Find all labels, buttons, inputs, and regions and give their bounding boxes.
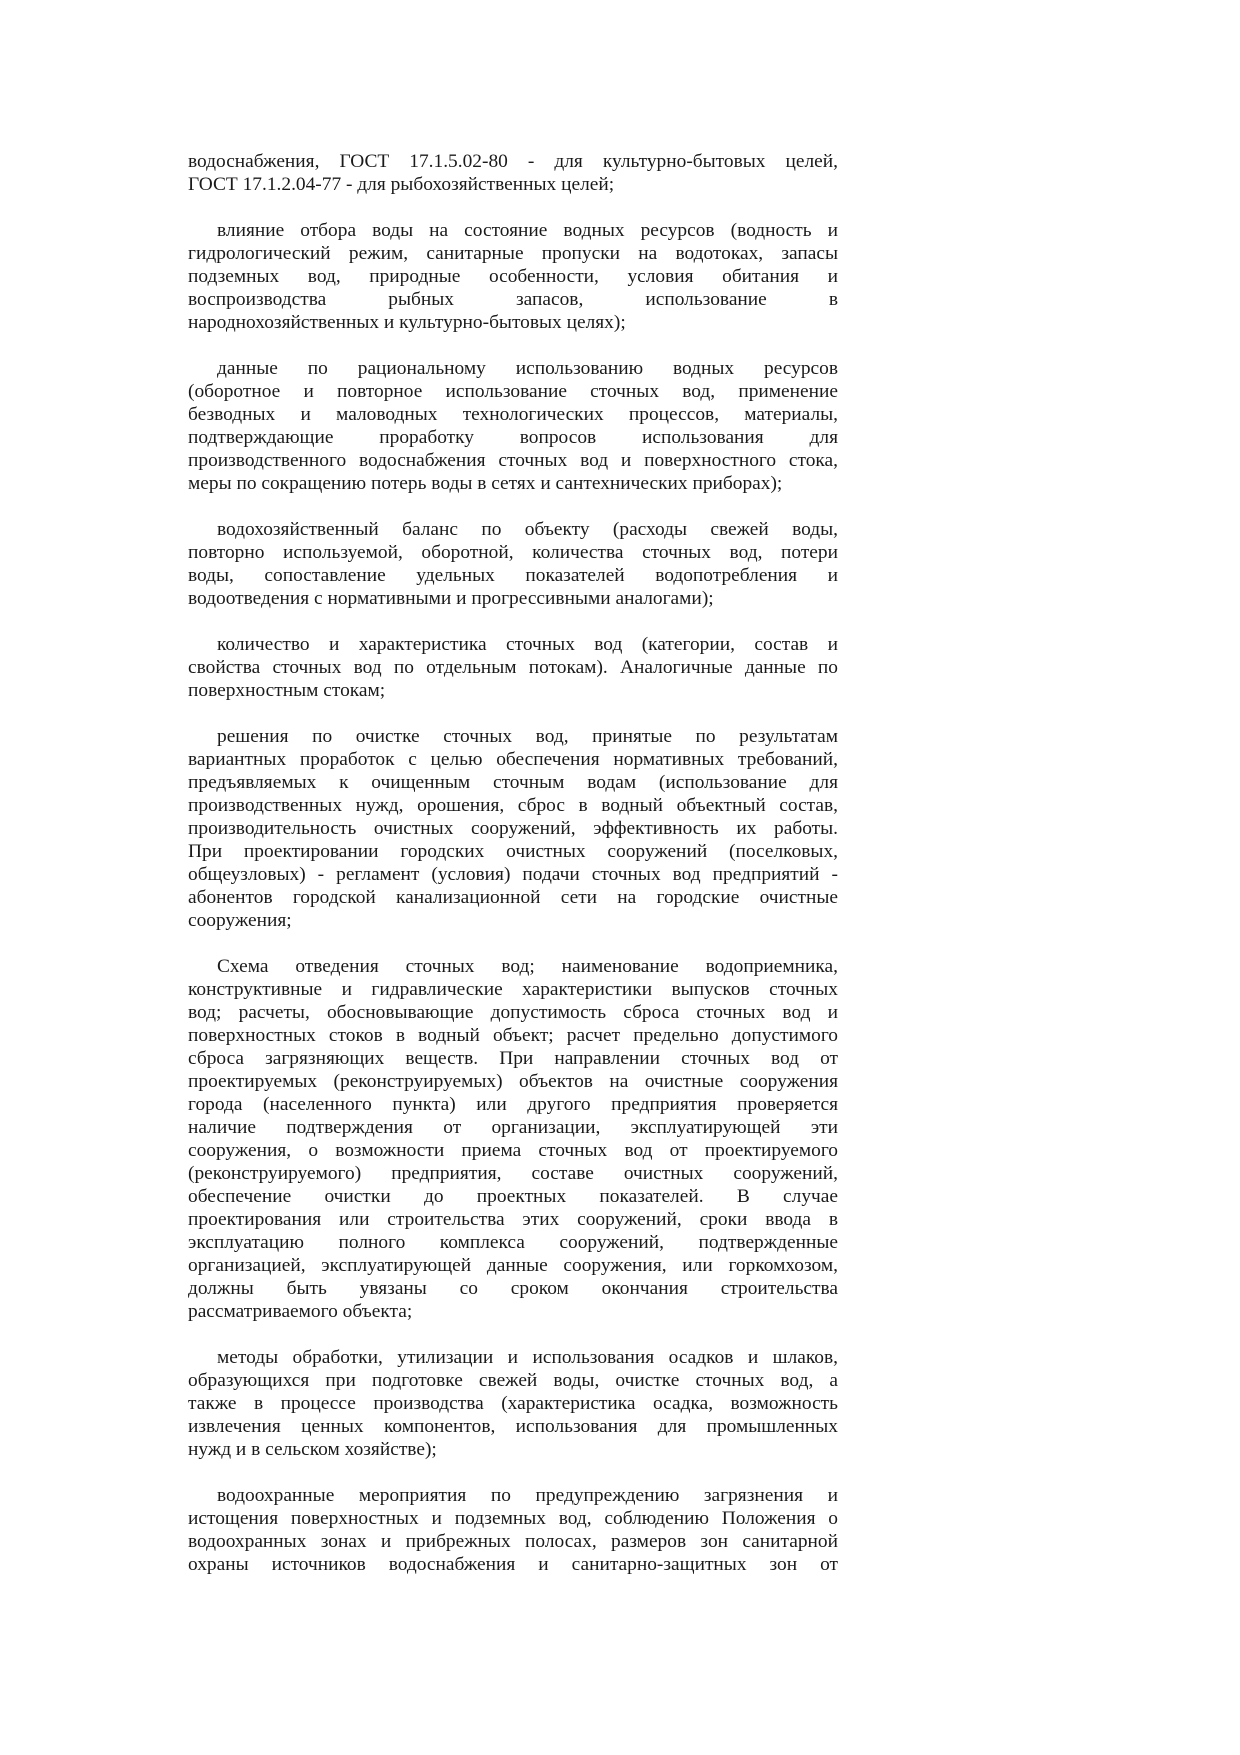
text-line: воды, сопоставление удельных показателей водопотребления и <box>188 565 838 586</box>
text-line: также в процессе производства (характеристика осадка, возможность <box>188 1393 838 1414</box>
text-line: Схема отведения сточных вод; наименование водоприемника, <box>217 956 838 977</box>
text-line: методы обработки, утилизации и использования осадков и шлаков, <box>217 1347 838 1368</box>
text-line: эксплуатацию полного комплекса сооружений, подтвержденные <box>188 1232 838 1253</box>
text-line: водоохранные мероприятия по предупреждению загрязнения и <box>217 1485 838 1506</box>
text-line: истощения поверхностных и подземных вод, соблюдению Положения о <box>188 1508 838 1529</box>
paragraph <box>188 357 838 495</box>
text-line: вод; расчеты, обосновывающие допустимость сброса сточных вод и <box>188 1002 838 1023</box>
text-line: решения по очистке сточных вод, принятые по результатам <box>217 726 838 747</box>
document-page <box>188 150 838 1599</box>
text-line: производительность очистных сооружений, эффективность их работы. <box>188 818 838 839</box>
text-line: безводных и маловодных технологических процессов, материалы, <box>188 404 838 425</box>
text-line: водоснабжения, ГОСТ 17.1.5.02-80 - для культурно-бытовых целей, <box>188 151 838 172</box>
text-line: наличие подтверждения от организации, эксплуатирующей эти <box>188 1117 838 1138</box>
text-line: общеузловых) - регламент (условия) подачи сточных вод предприятий - <box>188 864 838 885</box>
text-line: влияние отбора воды на состояние водных ресурсов (водность и <box>217 220 838 241</box>
paragraph <box>188 1346 838 1461</box>
text-line: должны быть увязаны со сроком окончания строительства <box>188 1278 838 1299</box>
text-line: сброса загрязняющих веществ. При направлении сточных вод от <box>188 1048 838 1069</box>
text-line: вариантных проработок с целью обеспечения нормативных требований, <box>188 749 838 770</box>
text-line: производственного водоснабжения сточных вод и поверхностного стока, <box>188 450 838 471</box>
text-line: гидрологический режим, санитарные пропуски на водотоках, запасы <box>188 243 838 264</box>
paragraph <box>188 518 838 610</box>
text-line: конструктивные и гидравлические характеристики выпусков сточных <box>188 979 838 1000</box>
text-line: предъявляемых к очищенным сточным водам (использование для <box>188 772 838 793</box>
paragraph <box>188 955 838 1323</box>
text-line: подземных вод, природные особенности, условия обитания и <box>188 266 838 287</box>
paragraph <box>188 725 838 932</box>
text-line: сооружения; <box>188 910 292 931</box>
text-line: народнохозяйственных и культурно-бытовых целях); <box>188 312 626 333</box>
text-line: извлечения ценных компонентов, использования для промышленных <box>188 1416 838 1437</box>
text-line: поверхностных стоков в водный объект; расчет предельно допустимого <box>188 1025 838 1046</box>
text-line: рассматриваемого объекта; <box>188 1301 413 1322</box>
text-line: свойства сточных вод по отдельным потокам). Аналогичные данные по <box>188 657 838 678</box>
text-line: (реконструируемого) предприятия, составе очистных сооружений, <box>188 1163 838 1184</box>
paragraph <box>188 150 838 196</box>
text-line: образующихся при подготовке свежей воды, очистке сточных вод, а <box>188 1370 838 1391</box>
text-line: проектируемых (реконструируемых) объектов на очистные сооружения <box>188 1071 838 1092</box>
paragraph <box>188 1484 838 1576</box>
text-line: сооружения, о возможности приема сточных вод от проектируемого <box>188 1140 838 1161</box>
text-line: подтверждающие проработку вопросов использования для <box>188 427 838 448</box>
text-line: меры по сокращению потерь воды в сетях и сантехнических приборах); <box>188 473 783 494</box>
text-line: количество и характеристика сточных вод (категории, состав и <box>217 634 838 655</box>
text-line: водоохранных зонах и прибрежных полосах, размеров зон санитарной <box>188 1531 838 1552</box>
text-line: производственных нужд, орошения, сброс в водный объектный состав, <box>188 795 838 816</box>
text-line: (оборотное и повторное использование сточных вод, применение <box>188 381 838 402</box>
text-line: абонентов городской канализационной сети на городские очистные <box>188 887 838 908</box>
text-line: обеспечение очистки до проектных показателей. В случае <box>188 1186 838 1207</box>
text-line: водохозяйственный баланс по объекту (расходы свежей воды, <box>217 519 838 540</box>
text-line: воспроизводства рыбных запасов, использование в <box>188 289 838 310</box>
text-line: поверхностным стокам; <box>188 680 386 701</box>
text-line: водоотведения с нормативными и прогрессивными аналогами); <box>188 588 714 609</box>
paragraph <box>188 219 838 334</box>
text-line: повторно используемой, оборотной, количества сточных вод, потери <box>188 542 838 563</box>
text-line: организацией, эксплуатирующей данные сооружения, или горкомхозом, <box>188 1255 838 1276</box>
text-line: При проектировании городских очистных сооружений (поселковых, <box>188 841 838 862</box>
text-line: города (населенного пункта) или другого предприятия проверяется <box>188 1094 838 1115</box>
text-line: охраны источников водоснабжения и санитарно-защитных зон от <box>188 1554 838 1575</box>
text-line: ГОСТ 17.1.2.04-77 - для рыбохозяйственных целей; <box>188 174 615 195</box>
paragraph <box>188 633 838 702</box>
text-line: нужд и в сельском хозяйстве); <box>188 1439 437 1460</box>
text-line: данные по рациональному использованию водных ресурсов <box>217 358 838 379</box>
text-line: проектирования или строительства этих сооружений, сроки ввода в <box>188 1209 838 1230</box>
